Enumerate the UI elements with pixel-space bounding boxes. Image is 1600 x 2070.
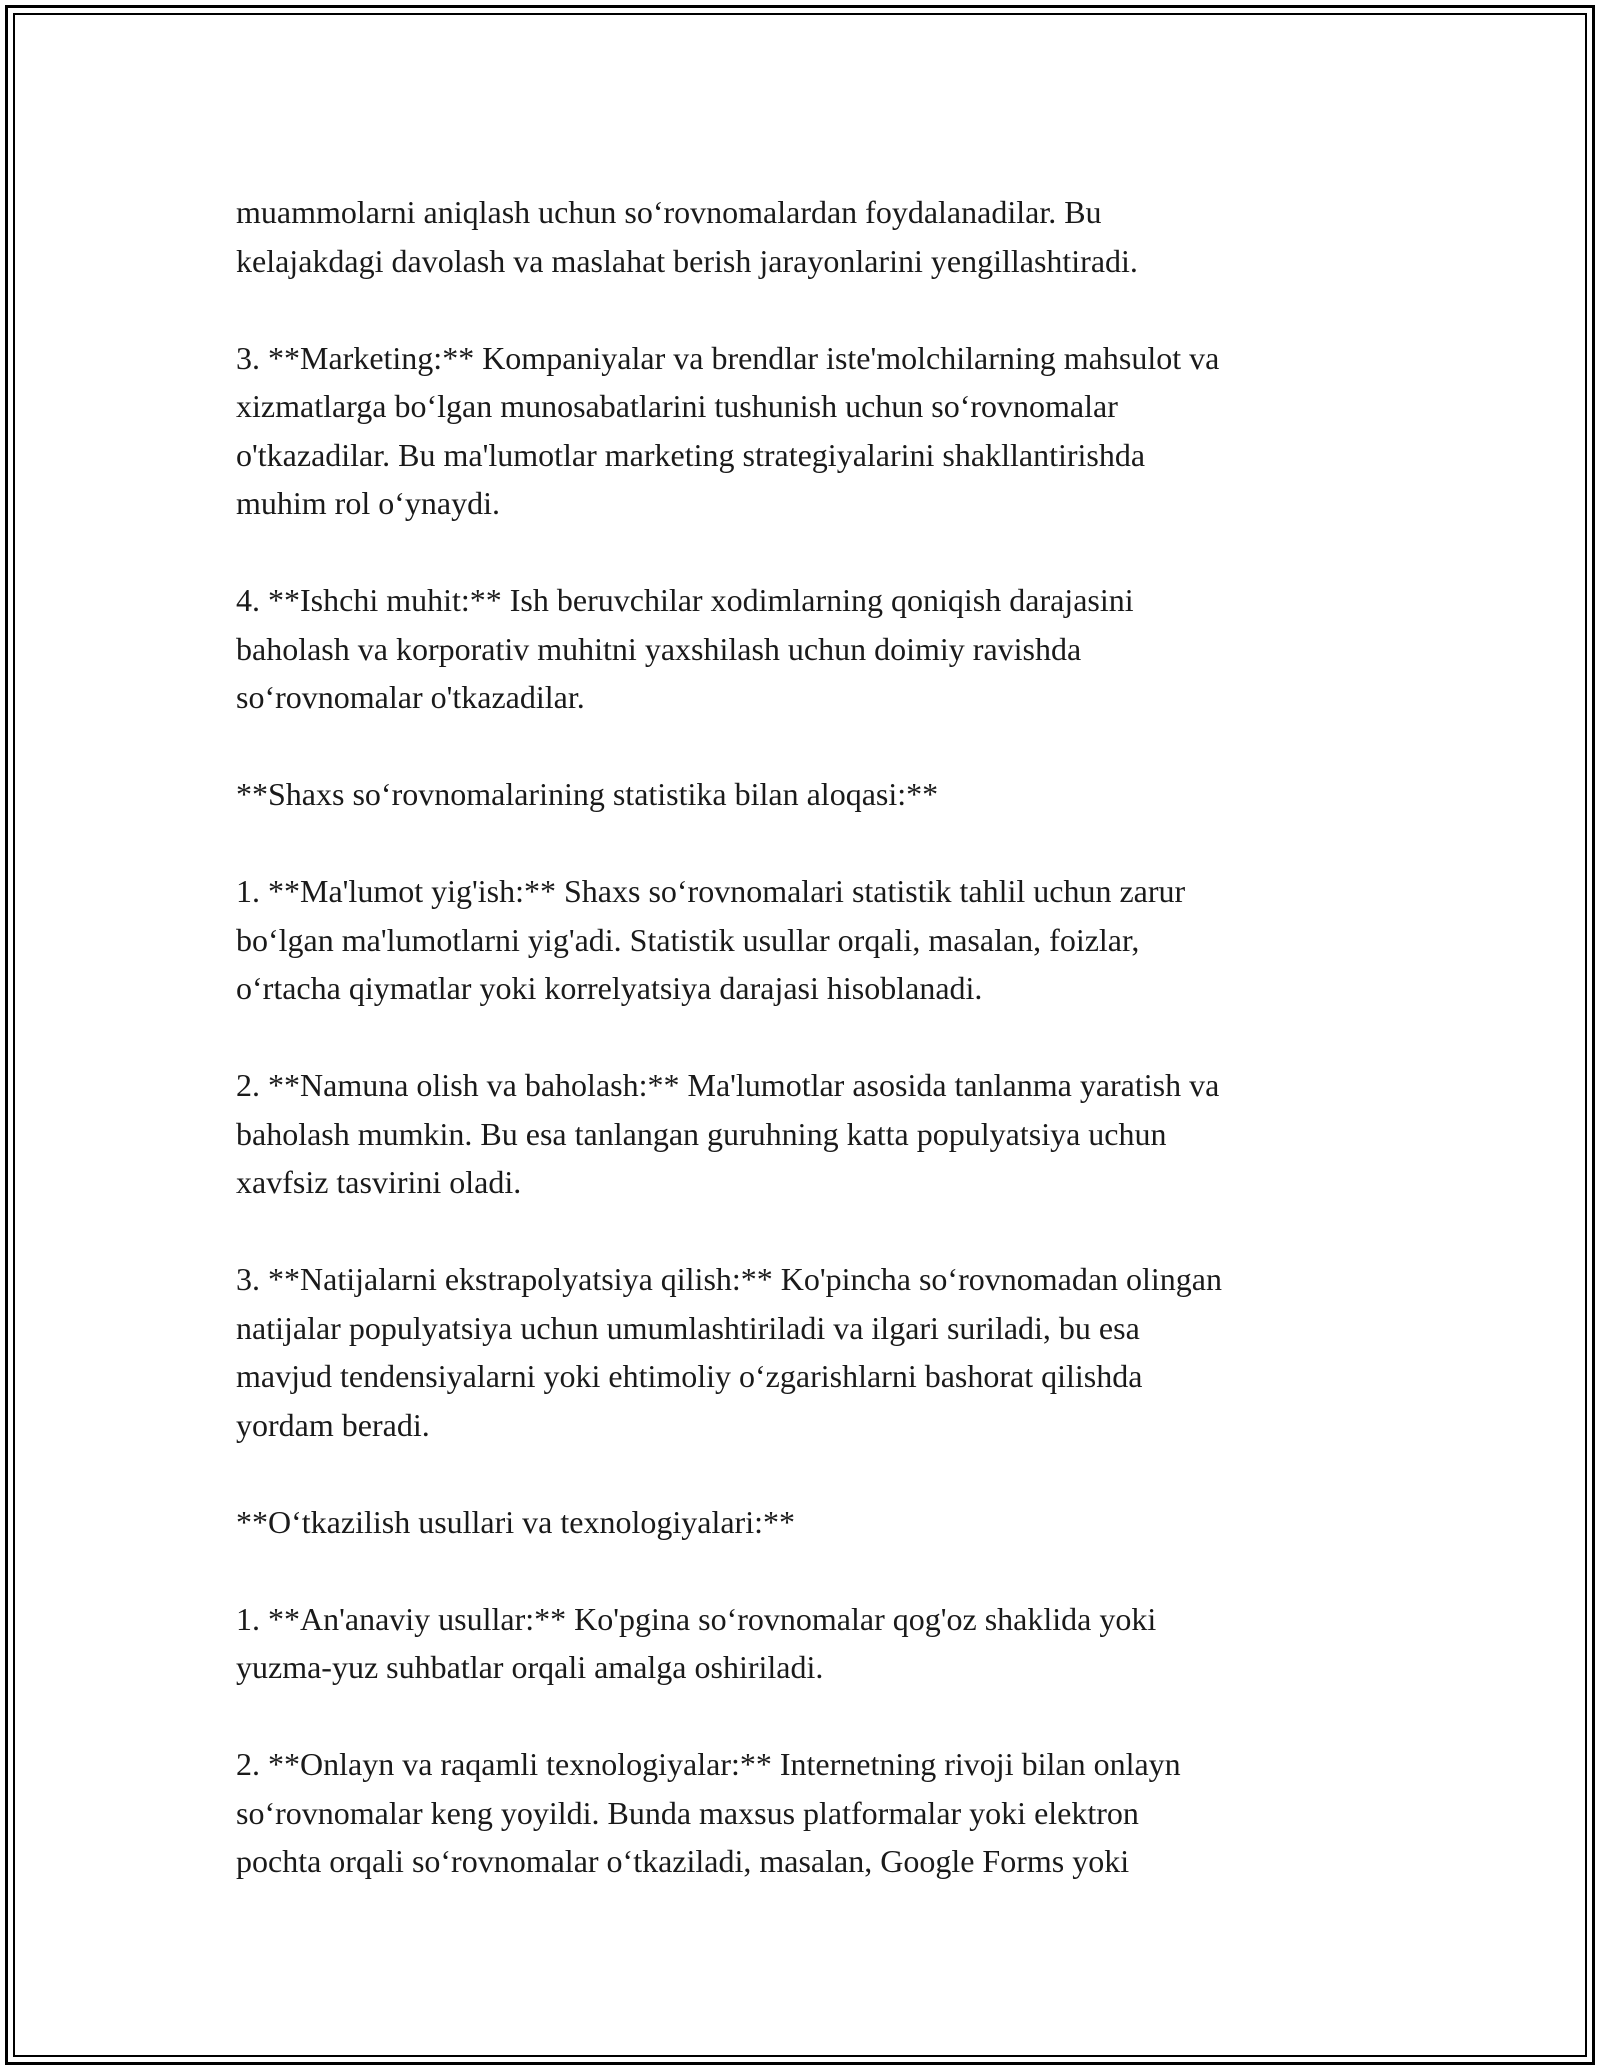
paragraph-online-technologies: 2. **Onlayn va raqamli texnologiyalar:** Internetning rivoji bilan onlayn so‘rovnomalar keng yoyildi. Bunda maxsus platformalar yoki elektron pochta orqali so‘rovnomalar o‘tkaziladi, masalan, Google Forms yoki	[236, 1746, 1181, 1879]
document-body	[236, 188, 1386, 1886]
paragraph-traditional-methods: 1. **An'anaviy usullar:** Ko'pgina so‘rovnomalar qog'oz shaklida yoki yuzma-yuz suhbatlar orqali amalga oshiriladi.	[236, 1600, 1157, 1685]
paragraph-marketing: 3. **Marketing:** Kompaniyalar va brendlar iste'molchilarning mahsulot va xizmatlarga bo‘lgan munosabatlarini tushunish uchun so‘rovnomalar o'tkazadilar. Bu ma'lumotlar marketing strategiyalarini shakllantirishda muhim rol o‘ynaydi.	[236, 339, 1220, 521]
paragraph-workplace: 4. **Ishchi muhit:** Ish beruvchilar xodimlarning qoniqish darajasini baholash va korporativ muhitni yaxshilash uchun doimiy ravishda so‘rovnomalar o'tkazadilar.	[236, 582, 1134, 715]
paragraph-data-collection: 1. **Ma'lumot yig'ish:** Shaxs so‘rovnomalari statistik tahlil uchun zarur bo‘lgan ma'lumotlarni yig'adi. Statistik usullar orqali, masalan, foizlar, o‘rtacha qiymatlar yoki korrelyatsiya darajasi hisoblanadi.	[236, 873, 1186, 1006]
paragraph-extrapolation: 3. **Natijalarni ekstrapolyatsiya qilish:** Ko'pincha so‘rovnomadan olingan natijalar populyatsiya uchun umumlashtiriladi va ilgari suriladi, bu esa mavjud tendensiyalarni yoki ehtimoliy o‘zgarishlarni bashorat qilishda yordam beradi.	[236, 1261, 1222, 1443]
paragraph-medicine-continuation: muammolarni aniqlash uchun so‘rovnomalardan foydalanadilar. Bu kelajakdagi davolash va maslahat berish jarayonlarini yengillashtiradi.	[236, 194, 1138, 279]
paragraph-sampling: 2. **Namuna olish va baholash:** Ma'lumotlar asosida tanlanma yaratish va baholash mumkin. Bu esa tanlangan guruhning katta populyatsiya uchun xavfsiz tasvirini oladi.	[236, 1067, 1220, 1200]
section-heading-methods: **O‘tkazilish usullari va texnologiyalari:**	[236, 1503, 795, 1540]
section-heading-statistics: **Shaxs so‘rovnomalarining statistika bilan aloqasi:**	[236, 776, 939, 812]
